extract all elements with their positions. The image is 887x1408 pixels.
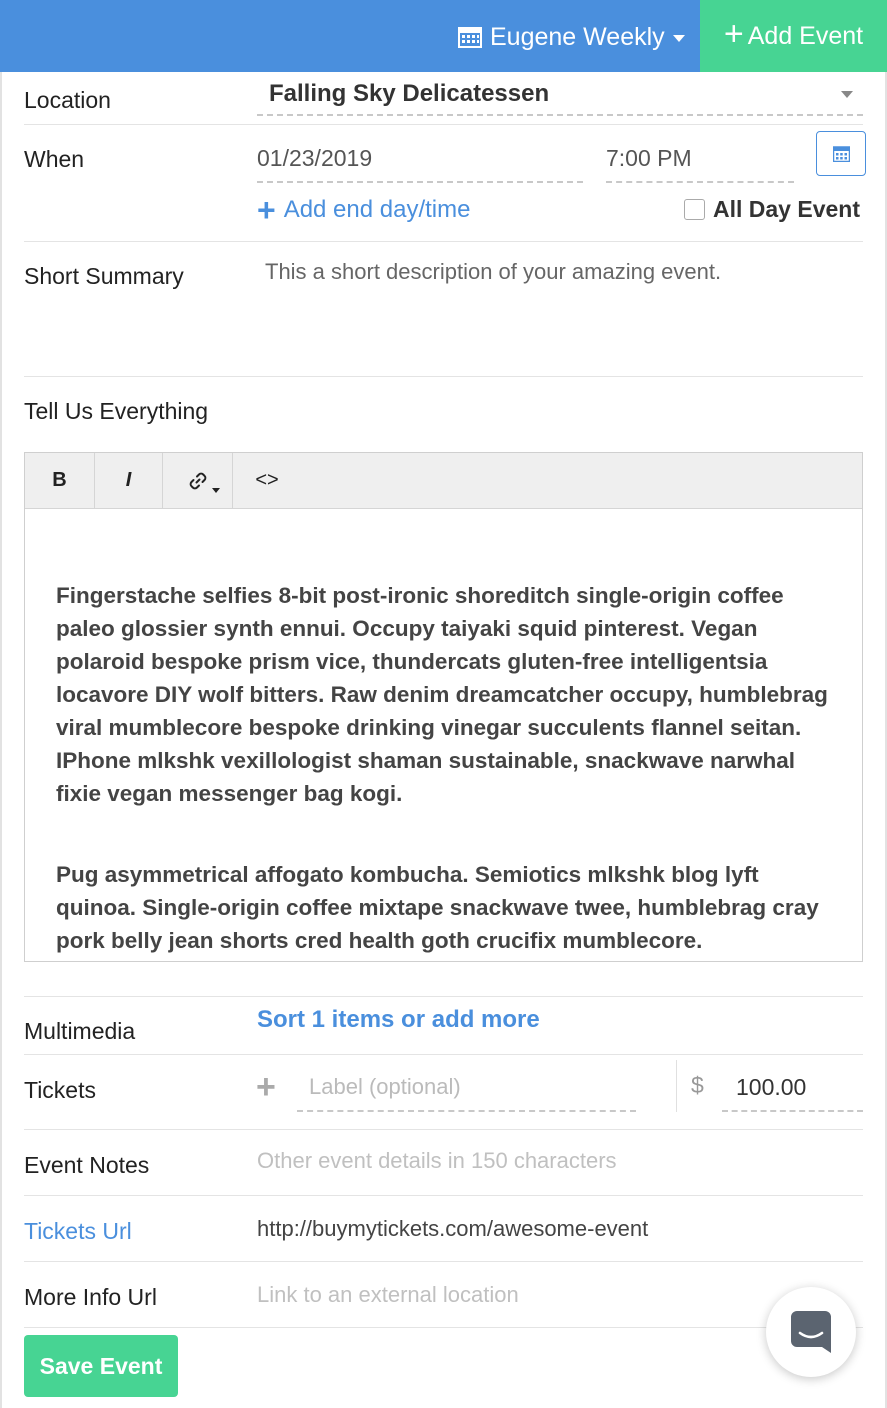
- description-label: Tell Us Everything: [24, 398, 209, 424]
- more-info-url-input[interactable]: Link to an external location: [257, 1282, 519, 1307]
- location-label: Location: [24, 87, 111, 113]
- tickets-label: Tickets: [24, 1077, 96, 1103]
- frame-border-left: [0, 72, 2, 1408]
- time-input[interactable]: 7:00 PM: [606, 135, 794, 183]
- description-paragraph: Fingerstache selfies 8-bit post-ironic shoreditch single-origin coffee paleo glossier synth ennui. Occupy taiyaki squid pinterest. Vegan polaroid bespoke prism vice, thundercats gluten-free intelligentsia locavore DIY wolf bitters. Raw denim dreamcatcher occupy, humblebrag viral mumblecore bespoke drinking vinegar succulents flannel seitan. IPhone mlkshk vexillologist shaman sustainable, snackwave narwhal fixie vegan messenger bag kogi.: [56, 583, 828, 806]
- save-event-button[interactable]: Save Event: [24, 1335, 178, 1397]
- ticket-price-input[interactable]: 100.00: [722, 1066, 863, 1112]
- location-select[interactable]: [257, 74, 863, 116]
- calendar-icon: [833, 145, 850, 162]
- add-end-label: Add end day/time: [283, 196, 471, 223]
- chat-icon: [789, 1309, 833, 1355]
- tickets-url-input[interactable]: http://buymytickets.com/awesome-event: [257, 1216, 649, 1241]
- divider: [24, 1261, 863, 1262]
- publication-selector[interactable]: [458, 18, 685, 56]
- event-notes-input[interactable]: Other event details in 150 characters: [257, 1148, 617, 1173]
- italic-button[interactable]: I: [95, 453, 163, 508]
- editor-content[interactable]: [56, 509, 836, 961]
- add-ticket-icon[interactable]: +: [256, 1068, 276, 1106]
- plus-icon: +: [257, 192, 276, 228]
- divider: [24, 1129, 863, 1130]
- publication-name: Eugene Weekly: [490, 22, 665, 51]
- date-input[interactable]: 01/23/2019: [257, 135, 583, 183]
- link-button[interactable]: [163, 453, 233, 508]
- divider: [24, 1327, 863, 1328]
- top-bar: [0, 0, 887, 72]
- description-paragraph: Pug asymmetrical affogato kombucha. Semiotics mlkshk blog lyft quinoa. Single-origin coffee mixtape snackwave twee, humblebrag cray pork belly jean shorts cred health goth crucifix mumblecore.: [56, 862, 819, 953]
- all-day-toggle[interactable]: [684, 196, 860, 223]
- divider: [676, 1060, 677, 1112]
- chevron-down-icon: [841, 91, 853, 98]
- summary-textarea[interactable]: This a short description of your amazing event.: [265, 259, 722, 284]
- divider: [24, 241, 863, 242]
- link-icon: [188, 471, 208, 491]
- all-day-label: All Day Event: [713, 196, 860, 222]
- chevron-down-icon: [212, 488, 220, 493]
- code-button[interactable]: <>: [255, 469, 279, 491]
- tickets-url-label: Tickets Url: [24, 1218, 132, 1244]
- add-event-label: Add Event: [747, 21, 864, 50]
- location-value: Falling Sky Delicatessen: [269, 80, 550, 107]
- bold-button[interactable]: B: [25, 453, 95, 508]
- add-end-datetime-link[interactable]: [257, 194, 470, 226]
- chat-launcher-button[interactable]: [766, 1287, 856, 1377]
- all-day-checkbox[interactable]: [684, 199, 705, 220]
- ticket-label-input[interactable]: Label (optional): [297, 1066, 636, 1112]
- divider: [24, 376, 863, 377]
- add-event-button[interactable]: [700, 0, 887, 72]
- plus-icon: +: [723, 15, 744, 53]
- divider: [24, 1054, 863, 1055]
- divider: [24, 1195, 863, 1196]
- multimedia-sort-link[interactable]: Sort 1 items or add more: [257, 1006, 540, 1033]
- currency-symbol: $: [691, 1072, 704, 1098]
- when-label: When: [24, 146, 85, 172]
- event-notes-label: Event Notes: [24, 1152, 150, 1178]
- more-info-url-label: More Info Url: [24, 1284, 157, 1310]
- rich-text-editor[interactable]: [24, 452, 863, 962]
- calendar-icon: [458, 26, 482, 48]
- chevron-down-icon: [673, 35, 685, 42]
- summary-label: Short Summary: [24, 263, 184, 289]
- date-picker-button[interactable]: [816, 131, 866, 176]
- divider: [24, 124, 863, 125]
- divider: [24, 996, 863, 997]
- multimedia-label: Multimedia: [24, 1018, 136, 1044]
- editor-toolbar: [25, 453, 862, 509]
